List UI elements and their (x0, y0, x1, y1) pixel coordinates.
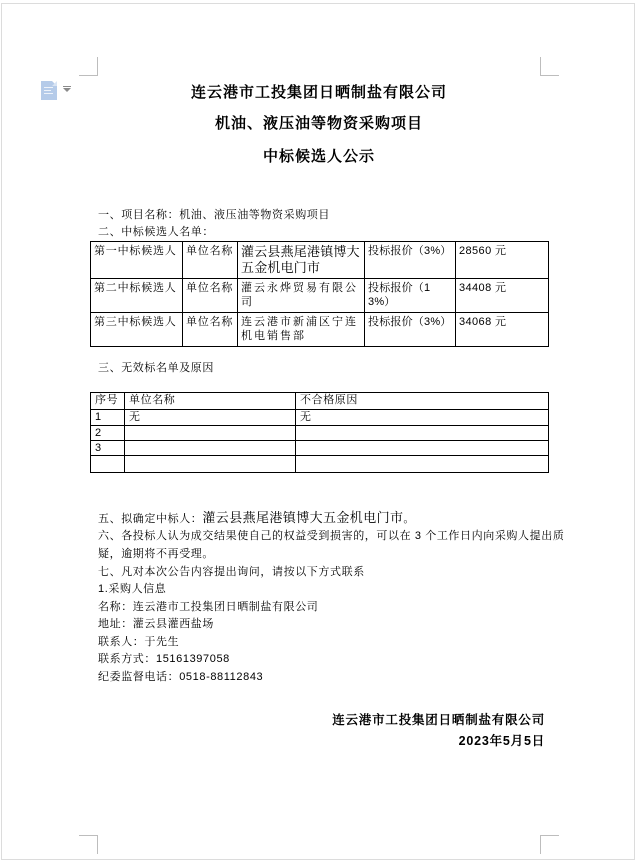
company-name-cell: 连云港市新浦区宁连机电销售部 (238, 313, 365, 347)
bid-price-cell: 28560 元 (456, 242, 549, 279)
table-row (91, 242, 549, 279)
section5-prefix: 五、拟确定中标人： (98, 513, 203, 525)
section1-project-name: 一、项目名称：机油、液压油等物资采购项目 (98, 209, 330, 221)
company-name-cell: 灌云永烨贸易有限公司 (238, 279, 365, 313)
supervision-phone-line: 纪委监督电话：0518-88112843 (98, 671, 264, 683)
unit-cell (125, 441, 296, 456)
bid-quote-cell: 投标报价（3%） (365, 313, 456, 347)
table-row (91, 410, 549, 426)
chevron-down-icon[interactable] (63, 88, 71, 92)
table-row (91, 456, 549, 473)
document-title-line2: 机油、液压油等物资采购项目 (214, 115, 423, 132)
margin-crop-mark-top-right (540, 57, 559, 76)
no-cell: 2 (91, 426, 125, 441)
section5-suffix: 。 (403, 513, 416, 525)
section6-objection-line1: 六、各投标人认为成交结果使自己的权益受到损害的，可以在 3 个工作日内向采购人提出质 (98, 530, 565, 542)
table-row (91, 279, 549, 313)
candidates-table (90, 241, 549, 347)
buyer-contact-person-line: 联系人：于先生 (98, 636, 180, 648)
unit-label-cell: 单位名称 (183, 242, 238, 279)
section7-contact-heading: 七、凡对本次公告内容提出询问，请按以下方式联系 (98, 566, 365, 578)
unit-cell (125, 456, 296, 473)
section2-candidate-list-heading: 二、中标候选人名单： (98, 226, 214, 238)
header-unit: 单位名称 (125, 393, 296, 410)
margin-crop-mark-bottom-right (540, 835, 559, 854)
company-name-cell: 灌云县燕尾港镇博大五金机电门市 (238, 242, 365, 279)
buyer-info-heading: 1.采购人信息 (98, 583, 167, 595)
no-cell: 1 (91, 410, 125, 426)
section6-objection-line2: 疑，逾期将不再受理。 (98, 548, 214, 560)
no-cell: 3 (91, 441, 125, 456)
document-title-line1: 连云港市工投集团日晒制盐有限公司 (190, 84, 447, 101)
bid-price-cell: 34068 元 (456, 313, 549, 347)
signature-block (332, 710, 545, 752)
table-row (91, 313, 549, 347)
section5-confirmed-winner (98, 512, 415, 525)
table-row (91, 426, 549, 441)
signature-date: 2023年5月5日 (458, 734, 545, 748)
candidate-rank-cell: 第二中标候选人 (91, 279, 183, 313)
unit-cell (125, 426, 296, 441)
paste-clipboard-icon (41, 81, 57, 100)
document-title-line3: 中标候选人公示 (262, 148, 375, 165)
unit-cell: 无 (125, 410, 296, 426)
reason-cell (296, 441, 549, 456)
section3-invalid-bids-heading: 三、无效标名单及原因 (98, 362, 214, 374)
section5-winner-name: 灌云县燕尾港镇博大五金机电门市 (202, 510, 404, 525)
invalid-bids-table (90, 392, 549, 473)
candidate-rank-cell: 第三中标候选人 (91, 313, 183, 347)
no-cell (91, 456, 125, 473)
candidate-rank-cell: 第一中标候选人 (91, 242, 183, 279)
unit-label-cell: 单位名称 (183, 313, 238, 347)
unit-label-cell: 单位名称 (183, 279, 238, 313)
table-row (91, 441, 549, 456)
bid-quote-cell: 投标报价（13%） (365, 279, 456, 313)
buyer-phone-line: 联系方式：15161397058 (98, 653, 230, 665)
header-no: 序号 (91, 393, 125, 410)
signature-company: 连云港市工投集团日晒制盐有限公司 (332, 713, 545, 727)
buyer-name-line: 名称：连云港市工投集团日晒制盐有限公司 (98, 601, 319, 613)
reason-cell (296, 426, 549, 441)
buyer-address-line: 地址：灌云县灌西盐场 (98, 618, 214, 630)
reason-cell (296, 456, 549, 473)
bid-quote-cell: 投标报价（3%） (365, 242, 456, 279)
paste-options-button[interactable] (40, 80, 74, 102)
table-header-row (91, 393, 549, 410)
header-reason: 不合格原因 (296, 393, 549, 410)
margin-crop-mark-bottom-left (79, 835, 98, 854)
reason-cell: 无 (296, 410, 549, 426)
margin-crop-mark-top-left (79, 57, 98, 76)
bid-price-cell: 34408 元 (456, 279, 549, 313)
